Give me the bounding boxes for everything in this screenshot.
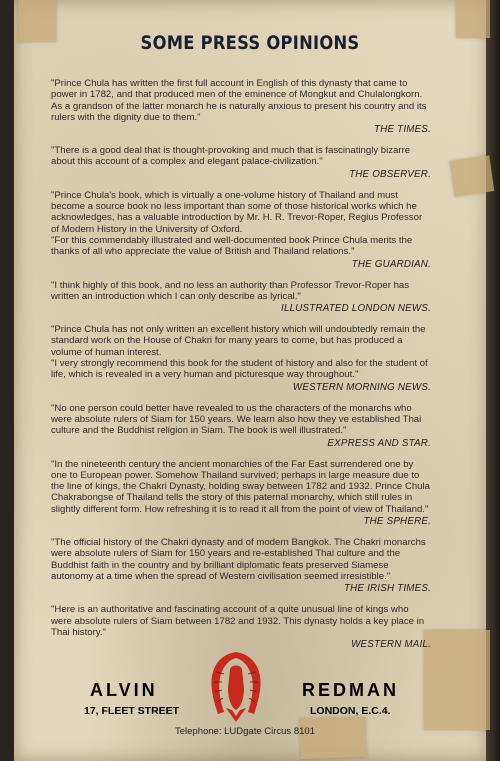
quote-source: WESTERN MAIL. [351, 639, 431, 651]
press-quote [51, 604, 431, 651]
press-quote [51, 324, 431, 393]
publisher-name-right: REDMAN [302, 680, 399, 700]
press-quote [51, 537, 431, 595]
quote-text: "There is a good deal that is thought-provoking and much that is fascinatingly bizarre about this account of a complex and elegant palace-civilization." [51, 145, 411, 168]
press-quote [51, 190, 431, 271]
quote-text: "In the nineteenth century the ancient monarchies of the Far East surrendered one by one to European power. Somehow Thailand survived; perhaps in large measure due to the line of kings, the Chakri Dynasty, holding sway between 1782 and 1932. Prince Chula Chakrabongse of Thailand tells the story of this paternal monarchy, which still rules in slightly different form. How refreshing it is to read it all from the point of view of Thailand." [51, 458, 431, 515]
quote-text: "Prince Chula has written the first full account in English of this dynasty that came to power in 1782, and that produced men of the eminence of Mongkut and Chulalongkorn. As a grandson of the latter monarch he is naturally anxious to present his country and its rulers with the dignity due to them." [51, 78, 427, 123]
press-quote [51, 459, 431, 528]
quote-text: "I very strongly recommend this book for the student of history and also for the student of life, which is revealed in a very human and picturesque way throughout." [51, 358, 428, 381]
quote-source: WESTERN MORNING NEWS. [292, 381, 431, 393]
quote-text: "For this commendably illustrated and well-documented book Prince Chula merits the thanks of all who appreciate the value of British and Thailand relations." [51, 234, 413, 258]
quote-text: "Prince Chula's book, which is virtually a one-volume history of Thailand and must become a source book no less important than some of those historical works which he acknowledges, has a valuable introduction by Mr. H. R. Trevor-Roper, Regius Professor of Modern History in the University of Oxford. [51, 189, 423, 235]
quote-source: THE GUARDIAN. [351, 258, 431, 270]
press-quote [51, 78, 431, 136]
indian-headdress-logo-icon [204, 648, 268, 724]
quote-source: THE OBSERVER. [349, 168, 431, 180]
page-title: SOME PRESS OPINIONS [140, 32, 360, 54]
quote-source: ILLUSTRATED LONDON NEWS. [281, 303, 431, 315]
tape-strip [424, 630, 490, 730]
quote-text: "Prince Chula has not only written an excellent history which will undoubtedly remain the standard work on the House of Chakri for many years to come, but has produced a volume of human interest. [51, 324, 426, 358]
press-quote [51, 145, 431, 181]
quote-text: "The official history of the Chakri dynasty and of modern Bangkok. The Chakri monarchs were absolute rulers of Siam for 150 years and re-established Thai culture and the Buddhist faith in the country and by brilliant diplomatic feats preserved Siamese autonomy at a time when the spread of Western civilisation seemed irresistible." [51, 537, 426, 582]
publisher-name-left: ALVIN [90, 680, 158, 700]
publisher-address-right: LONDON, E.C.4. [310, 705, 391, 717]
press-quote [51, 403, 431, 450]
quote-text: "No one person could better have revealed to us the characters of the monarchs who were absolute rulers of Siam for 150 years. We learn also how they ve established Thai culture and the Buddhist religion in Siam. The book is well illustrated." [51, 402, 422, 437]
quote-text: "I think highly of this book, and no less an authority than Professor Trevor-Roper has written an introduction which I can only describe as lyrical." [51, 279, 410, 302]
quote-source: EXPRESS AND STAR. [327, 437, 431, 449]
quote-text: "Here is an authoritative and fascinating account of a quite unusual line of kings who were absolute rulers of Siam between 1782 and 1932. This dynasty holds a key place in Thai history." [51, 604, 425, 638]
publisher-telephone: Telephone: LUDgate Circus 8101 [175, 726, 315, 737]
quote-source: THE IRISH TIMES. [343, 583, 431, 595]
tape-strip [450, 155, 495, 196]
press-quotes-list [51, 78, 431, 660]
press-quote [51, 280, 431, 316]
publisher-address-left: 17, FLEET STREET [84, 705, 180, 717]
tape-strip [299, 717, 366, 759]
quote-source: THE TIMES. [374, 124, 431, 136]
quote-source: THE SPHERE. [363, 516, 431, 528]
